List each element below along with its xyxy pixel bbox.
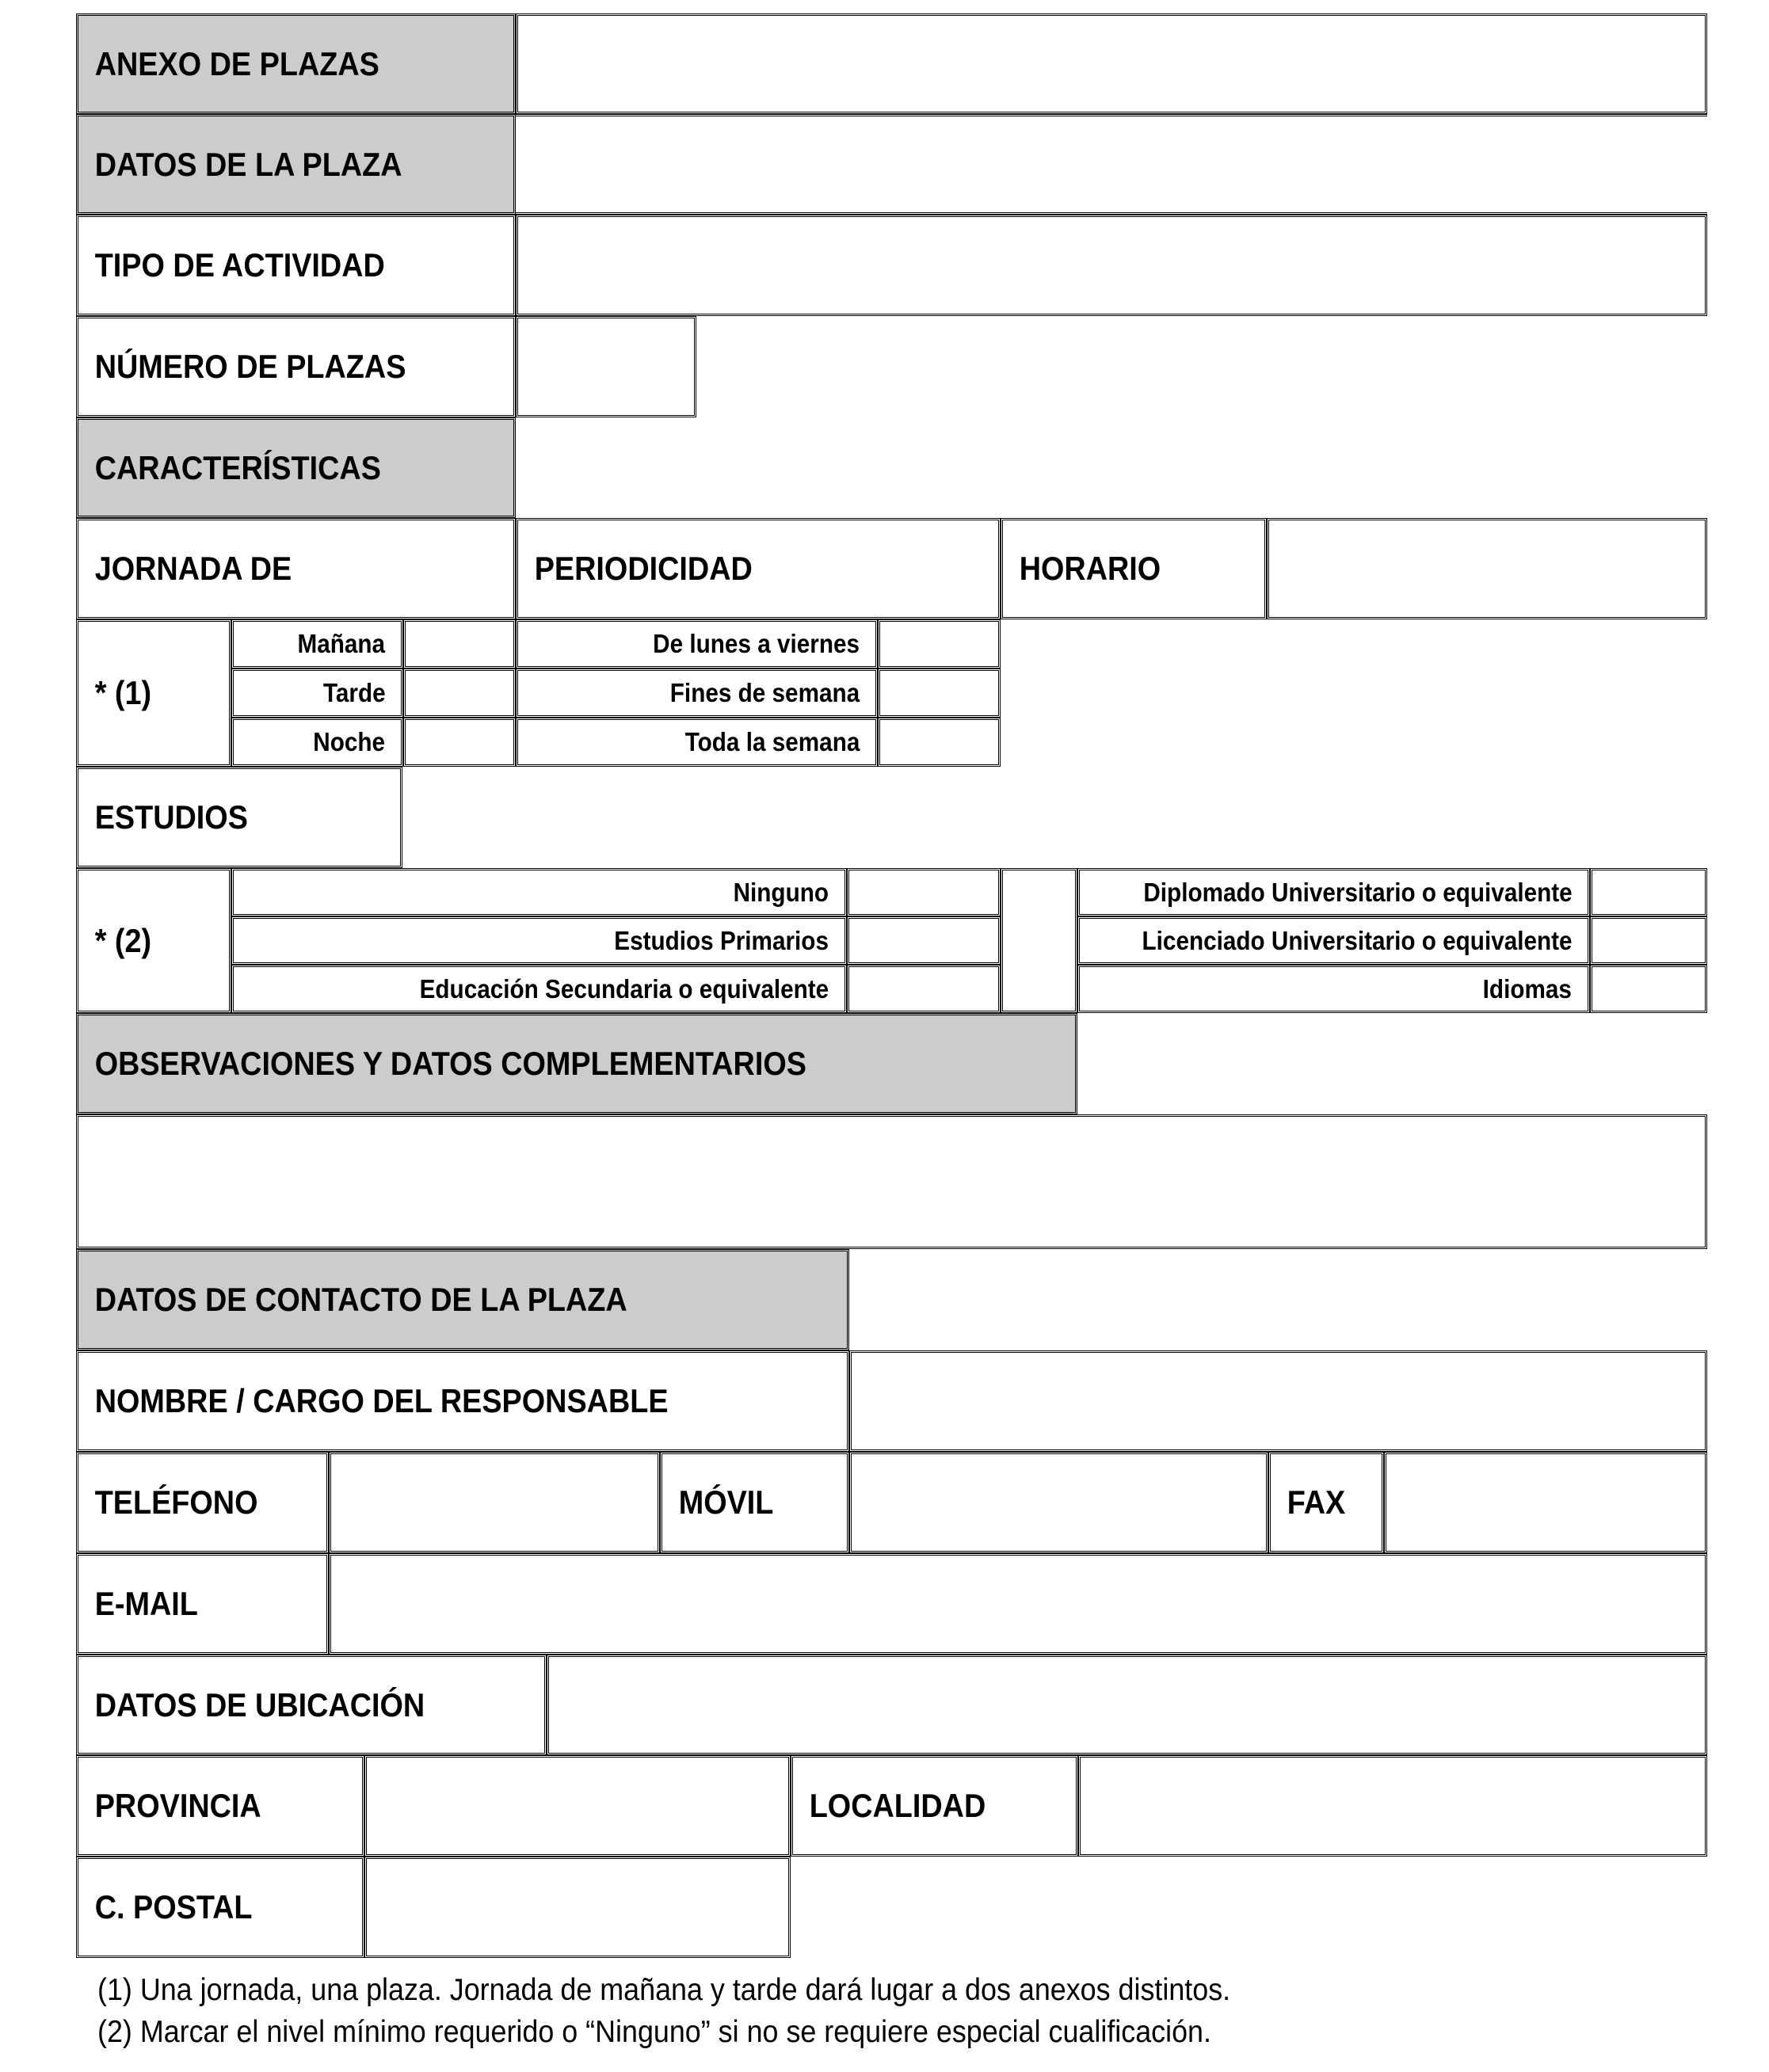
studies-option-secondary <box>231 965 847 1013</box>
province-label-cell <box>76 1755 364 1857</box>
studies-separator <box>1001 868 1077 1013</box>
mobile-field[interactable] <box>849 1452 1268 1553</box>
annex-field[interactable] <box>516 13 1707 114</box>
studies-diploma-checkbox[interactable] <box>1590 868 1707 916</box>
town-label: LOCALIDAD <box>809 1787 986 1824</box>
town-label-cell <box>791 1755 1078 1857</box>
shift-header <box>76 518 516 619</box>
mobile-label: MÓVIL <box>678 1484 774 1521</box>
fax-label-cell <box>1268 1452 1384 1553</box>
phone-label-cell <box>76 1452 329 1553</box>
features-title: CARACTERÍSTICAS <box>94 448 381 486</box>
features-header <box>76 417 516 518</box>
province-label: PROVINCIA <box>94 1787 261 1824</box>
schedule-field[interactable] <box>1267 518 1707 619</box>
responsible-field[interactable] <box>849 1350 1707 1452</box>
activity-type-field[interactable] <box>516 215 1707 316</box>
studies-languages-checkbox[interactable] <box>1590 965 1707 1013</box>
shift-morning-checkbox[interactable] <box>403 619 516 668</box>
footnote-2: (2) Marcar el nivel mínimo requerido o “Ninguno” si no se requiere especial cualificación. <box>97 2015 1211 2049</box>
shift-option-night <box>231 718 403 767</box>
postal-code-field[interactable] <box>364 1857 791 1958</box>
schedule-header <box>1001 518 1267 619</box>
period-option-label: De lunes a viernes <box>653 629 860 658</box>
responsible-label: NOMBRE / CARGO DEL RESPONSABLE <box>94 1382 669 1419</box>
observations-field[interactable] <box>76 1114 1707 1249</box>
note2-mark-cell <box>76 868 231 1013</box>
shift-night-checkbox[interactable] <box>403 718 516 767</box>
studies-option-label: Idiomas <box>1482 973 1573 1004</box>
studies-option-label: Diplomado Universitario o equivalente <box>1142 877 1573 907</box>
period-option-whole-week <box>516 718 878 767</box>
periodicity-header <box>516 518 1001 619</box>
email-field[interactable] <box>329 1553 1707 1655</box>
phone-label: TELÉFONO <box>94 1484 258 1521</box>
studies-degree-checkbox[interactable] <box>1590 916 1707 965</box>
studies-option-primary <box>231 916 847 965</box>
period-whole-week-checkbox[interactable] <box>878 718 1001 767</box>
position-data-header <box>76 114 516 215</box>
period-option-label: Toda la semana <box>684 727 860 756</box>
activity-type-label-cell <box>76 215 516 316</box>
num-places-field[interactable] <box>516 316 696 417</box>
shift-afternoon-checkbox[interactable] <box>403 668 516 718</box>
postal-code-label: C. POSTAL <box>94 1888 253 1925</box>
location-field[interactable] <box>547 1655 1707 1755</box>
note2-mark: * (2) <box>94 921 152 959</box>
position-data-title: DATOS DE LA PLAZA <box>94 145 402 183</box>
fax-label: FAX <box>1287 1484 1346 1521</box>
mobile-label-cell <box>660 1452 849 1553</box>
studies-option-diploma <box>1077 868 1590 916</box>
studies-option-none <box>231 868 847 916</box>
studies-none-checkbox[interactable] <box>847 868 1001 916</box>
phone-field[interactable] <box>329 1452 660 1553</box>
observations-header <box>76 1013 1077 1114</box>
shift-option-label: Mañana <box>297 629 386 658</box>
studies-option-label: Educación Secundaria o equivalente <box>419 973 829 1004</box>
fax-field[interactable] <box>1384 1452 1707 1553</box>
studies-primary-checkbox[interactable] <box>847 916 1001 965</box>
schedule-label: HORARIO <box>1019 550 1161 587</box>
activity-type-label: TIPO DE ACTIVIDAD <box>94 246 385 284</box>
studies-secondary-checkbox[interactable] <box>847 965 1001 1013</box>
town-field[interactable] <box>1078 1755 1707 1857</box>
email-label-cell <box>76 1553 329 1655</box>
shift-option-label: Tarde <box>322 678 386 707</box>
studies-label-cell <box>76 767 402 868</box>
period-option-weekends <box>516 668 878 718</box>
period-weekends-checkbox[interactable] <box>878 668 1001 718</box>
studies-option-degree <box>1077 916 1590 965</box>
position-data-spacer <box>516 114 1707 215</box>
observations-title: OBSERVACIONES Y DATOS COMPLEMENTARIOS <box>94 1045 806 1082</box>
studies-option-label: Estudios Primarios <box>614 925 829 955</box>
shift-option-afternoon <box>231 668 403 718</box>
studies-option-label: Ninguno <box>733 877 829 907</box>
periodicity-label: PERIODICIDAD <box>534 550 753 587</box>
num-places-label: NÚMERO DE PLAZAS <box>94 348 406 385</box>
note1-mark-cell <box>76 619 231 767</box>
annex-title: ANEXO DE PLAZAS <box>94 44 379 82</box>
annex-header <box>76 13 516 114</box>
studies-option-label: Licenciado Universitario o equivalente <box>1142 925 1573 955</box>
footnote-1: (1) Una jornada, una plaza. Jornada de mañana y tarde dará lugar a dos anexos distintos. <box>97 1973 1231 2007</box>
contact-header <box>76 1249 849 1350</box>
studies-option-languages <box>1077 965 1590 1013</box>
location-label: DATOS DE UBICACIÓN <box>94 1685 425 1723</box>
period-weekdays-checkbox[interactable] <box>878 619 1001 668</box>
period-option-label: Fines de semana <box>669 678 860 707</box>
email-label: E-MAIL <box>94 1585 198 1622</box>
province-field[interactable] <box>364 1755 791 1857</box>
postal-code-label-cell <box>76 1857 364 1958</box>
responsible-label-cell <box>76 1350 849 1452</box>
shift-option-morning <box>231 619 403 668</box>
contact-title: DATOS DE CONTACTO DE LA PLAZA <box>94 1281 627 1318</box>
studies-label: ESTUDIOS <box>94 798 248 836</box>
location-label-cell <box>76 1655 547 1755</box>
num-places-label-cell <box>76 316 516 417</box>
period-option-weekdays <box>516 619 878 668</box>
shift-label: JORNADA DE <box>94 550 292 587</box>
shift-option-label: Noche <box>313 727 386 756</box>
note1-mark: * (1) <box>94 674 152 711</box>
